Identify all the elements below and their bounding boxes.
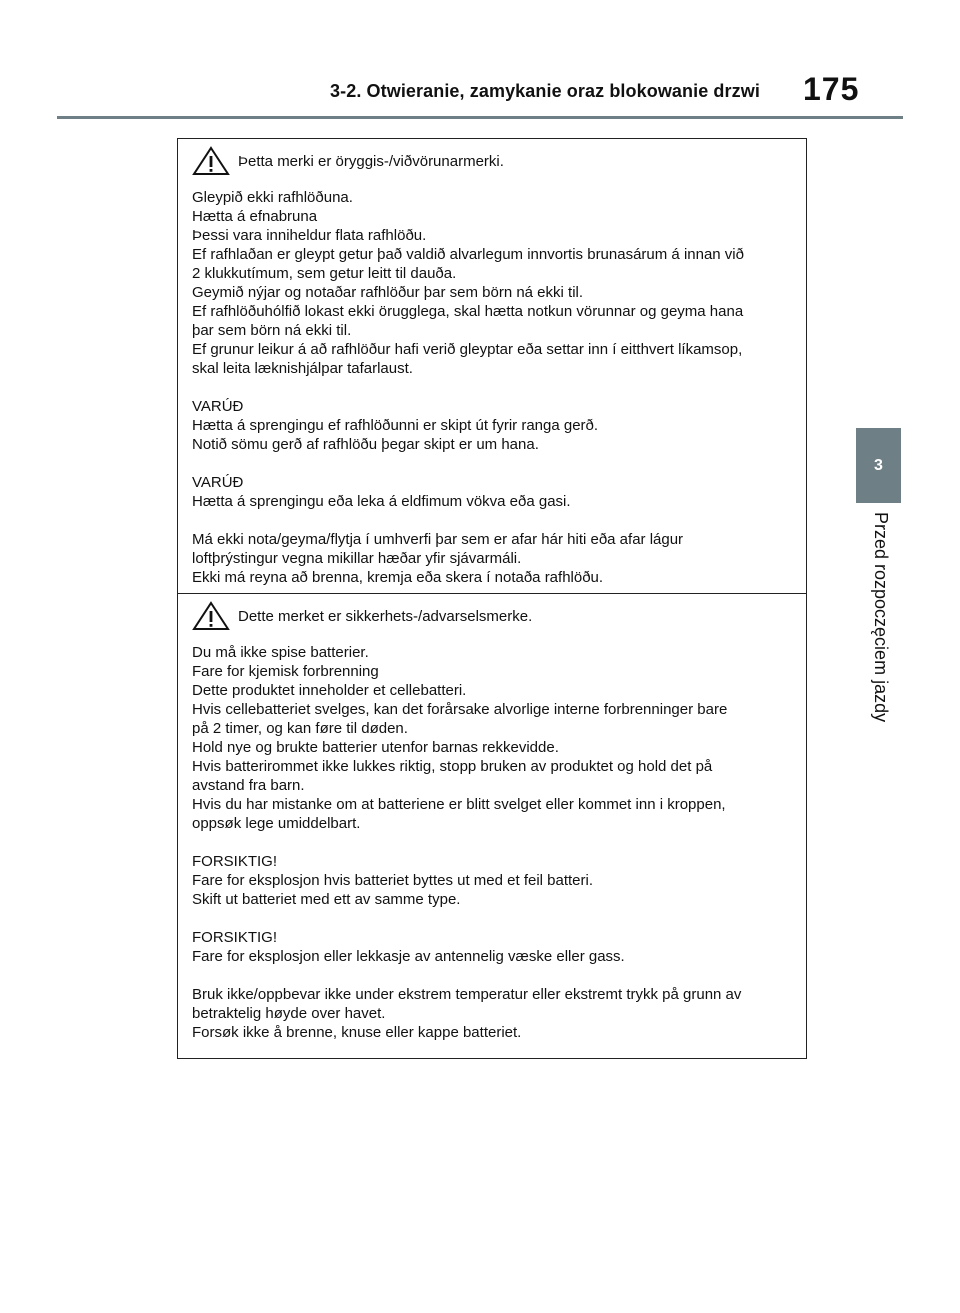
- warning-heading-row: [192, 601, 794, 631]
- paragraph: [192, 473, 794, 511]
- text-line: Má ekki nota/geyma/flytja í umhverfi þar sem er afar hár hiti eða afar lágur: [192, 531, 684, 548]
- text-line: Hvis du har mistanke om at batteriene er blitt svelget eller kommet inn i kroppen,: [192, 796, 726, 813]
- text-line: Skift ut batteriet med ett av samme type.: [192, 891, 461, 908]
- text-line: Geymið nýjar og notaðar rafhlöður þar sem börn ná ekki til.: [192, 284, 584, 301]
- text-line: skal leita læknishjálpar tafarlaust.: [192, 360, 413, 377]
- text-line: Ef rafhlöðuhólfið lokast ekki örugglega, skal hætta notkun vörunnar og geyma hana: [192, 303, 744, 320]
- text-line: Du må ikke spise batterier.: [192, 644, 369, 661]
- paragraph: [192, 530, 794, 587]
- paragraph: [192, 397, 794, 454]
- warning-triangle-icon: [192, 146, 230, 176]
- text-line: oppsøk lege umiddelbart.: [192, 815, 361, 832]
- text-line: Forsøk ikke å brenne, knuse eller kappe batteriet.: [192, 1024, 522, 1041]
- warning-heading: Þetta merki er öryggis-/viðvörunarmerki.: [238, 152, 504, 170]
- text-line: Ef grunur leikur á að rafhlöður hafi verið gleyptar eða settar inn í eitthvert líkamsop,: [192, 341, 743, 358]
- text-line: Ekki má reyna að brenna, kremja eða skera í notaða rafhlöðu.: [192, 569, 604, 586]
- text-line: Hold nye og brukte batterier utenfor barnas rekkevidde.: [192, 739, 559, 756]
- text-line: Þessi vara inniheldur flata rafhlöðu.: [192, 227, 427, 244]
- chapter-tab: [856, 428, 901, 503]
- text-line: VARÚÐ: [192, 398, 244, 415]
- paragraph: [192, 985, 794, 1042]
- warning-heading: Dette merket er sikkerhets-/advarselsmerke.: [238, 607, 533, 625]
- text-line: Dette produktet inneholder et cellebatteri.: [192, 682, 467, 699]
- text-line: 2 klukkutímum, sem getur leitt til dauða.: [192, 265, 457, 282]
- text-line: loftþrýstingur vegna mikillar hæðar yfir sjávarmáli.: [192, 550, 522, 567]
- text-line: Fare for kjemisk forbrenning: [192, 663, 379, 680]
- text-line: Hætta á sprengingu ef rafhlöðunni er skipt út fyrir ranga gerð.: [192, 417, 599, 434]
- text-line: Bruk ikke/oppbevar ikke under ekstrem temperatur eller ekstremt trykk på grunn av: [192, 986, 742, 1003]
- text-line: þar sem börn ná ekki til.: [192, 322, 352, 339]
- text-line: Ef rafhlaðan er gleypt getur það valdið alvarlegum innvortis brunasárum á innan við: [192, 246, 744, 263]
- text-line: Hætta á efnabruna: [192, 208, 318, 225]
- chapter-title: Przed rozpoczęciem jazdy: [871, 512, 891, 723]
- text-line: betraktelig høyde over havet.: [192, 1005, 386, 1022]
- text-line: Fare for eksplosjon eller lekkasje av antennelig væske eller gass.: [192, 948, 625, 965]
- text-line: Hvis cellebatteriet svelges, kan det forårsake alvorlige interne forbrenninger bare: [192, 701, 728, 718]
- text-line: Gleypið ekki rafhlöðuna.: [192, 189, 353, 206]
- text-line: avstand fra barn.: [192, 777, 305, 794]
- paragraph: [192, 928, 794, 966]
- warning-box-icelandic: [177, 138, 807, 594]
- paragraph: [192, 643, 794, 833]
- text-line: Fare for eksplosjon hvis batteriet byttes ut med et feil batteri.: [192, 872, 594, 889]
- chapter-number: 3: [874, 456, 883, 474]
- text-line: FORSIKTIG!: [192, 853, 278, 870]
- text-line: på 2 timer, og kan føre til døden.: [192, 720, 408, 737]
- text-line: VARÚÐ: [192, 474, 244, 491]
- page-number: 175: [803, 71, 860, 107]
- text-line: Hvis batterirommet ikke lukkes riktig, stopp bruken av produktet og hold det på: [192, 758, 713, 775]
- header-rule: [57, 116, 903, 119]
- section-title: 3-2. Otwieranie, zamykanie oraz blokowanie drzwi: [330, 81, 760, 101]
- text-line: Hætta á sprengingu eða leka á eldfimum vökva eða gasi.: [192, 493, 571, 510]
- warning-box-norwegian: [177, 594, 807, 1059]
- warning-heading-row: [192, 146, 794, 176]
- paragraph: [192, 852, 794, 909]
- paragraph: [192, 188, 794, 378]
- warning-triangle-icon: [192, 601, 230, 631]
- text-line: Notið sömu gerð af rafhlöðu þegar skipt er um hana.: [192, 436, 539, 453]
- text-line: FORSIKTIG!: [192, 929, 278, 946]
